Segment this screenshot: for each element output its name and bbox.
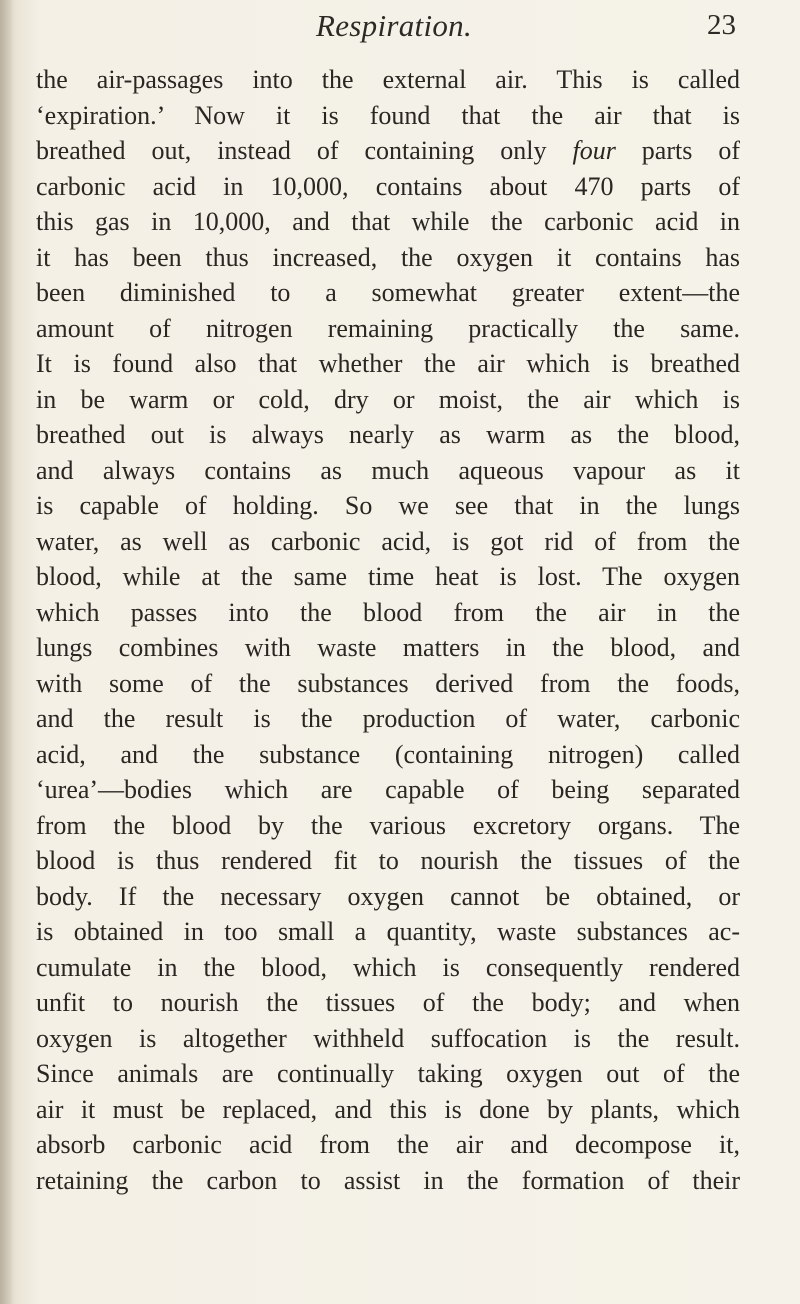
text-line: It is found also that whether the air which is breathed <box>36 349 740 378</box>
text-line: from the blood by the various excretory organs. The <box>36 810 740 840</box>
gutter-shadow <box>0 0 14 1304</box>
running-title: Respiration. <box>316 8 473 43</box>
text-line: amount of nitrogen remaining practically the same. <box>36 313 740 343</box>
text-line-with-emphasis <box>36 133 740 169</box>
text-line: is capable of holding. So we see that in the lungs <box>36 491 740 520</box>
text-line: oxygen is altogether withheld suffocation is the result. <box>36 1023 740 1053</box>
text-line: in be warm or cold, dry or moist, the air which is <box>36 384 740 414</box>
text-segment: parts of <box>615 136 740 165</box>
emphasized-word: four <box>572 136 616 165</box>
text-line: air it must be replaced, and this is done by plants, which <box>36 1094 740 1124</box>
text-line: the air-passages into the external air. This is called <box>36 65 740 94</box>
text-line: it has been thus increased, the oxygen it contains has <box>36 242 740 272</box>
text-line: carbonic acid in 10,000, contains about 470 parts of <box>36 171 740 201</box>
text-segment: breathed out, instead of containing only <box>36 136 573 165</box>
text-line: water, as well as carbonic acid, is got rid of from the <box>36 526 740 556</box>
text-line: absorb carbonic acid from the air and decompose it, <box>36 1130 740 1159</box>
text-line: and always contains as much aqueous vapour as it <box>36 455 740 485</box>
text-line: body. If the necessary oxygen cannot be obtained, or <box>36 881 740 911</box>
text-line: and the result is the production of water, carbonic <box>36 704 740 733</box>
text-line: retaining the carbon to assist in the formation of their <box>36 1165 740 1195</box>
text-line: which passes into the blood from the air in the <box>36 597 740 627</box>
text-line: lungs combines with waste matters in the blood, and <box>36 633 740 662</box>
text-line: breathed out is always nearly as warm as the blood, <box>36 420 740 449</box>
text-line: blood, while at the same time heat is lost. The oxygen <box>36 562 740 591</box>
text-line: acid, and the substance (containing nitrogen) called <box>36 739 740 769</box>
text-line: is obtained in too small a quantity, waste substances ac- <box>36 917 740 946</box>
text-line: ‘expiration.’ Now it is found that the air that is <box>36 100 740 130</box>
text-line: blood is thus rendered fit to nourish the tissues of the <box>36 846 740 875</box>
text-line: with some of the substances derived from the foods, <box>36 668 740 698</box>
text-line: ‘urea’—bodies which are capable of being separated <box>36 775 740 804</box>
text-line: unfit to nourish the tissues of the body; and when <box>36 988 740 1017</box>
page-number: 23 <box>707 9 736 41</box>
text-line: cumulate in the blood, which is consequently rendered <box>36 952 740 982</box>
body-text <box>36 62 740 1198</box>
text-line: this gas in 10,000, and that while the carbonic acid in <box>36 207 740 236</box>
running-head <box>0 6 800 50</box>
text-line: Since animals are continually taking oxygen out of the <box>36 1059 740 1088</box>
text-line: been diminished to a somewhat greater extent—the <box>36 278 740 307</box>
